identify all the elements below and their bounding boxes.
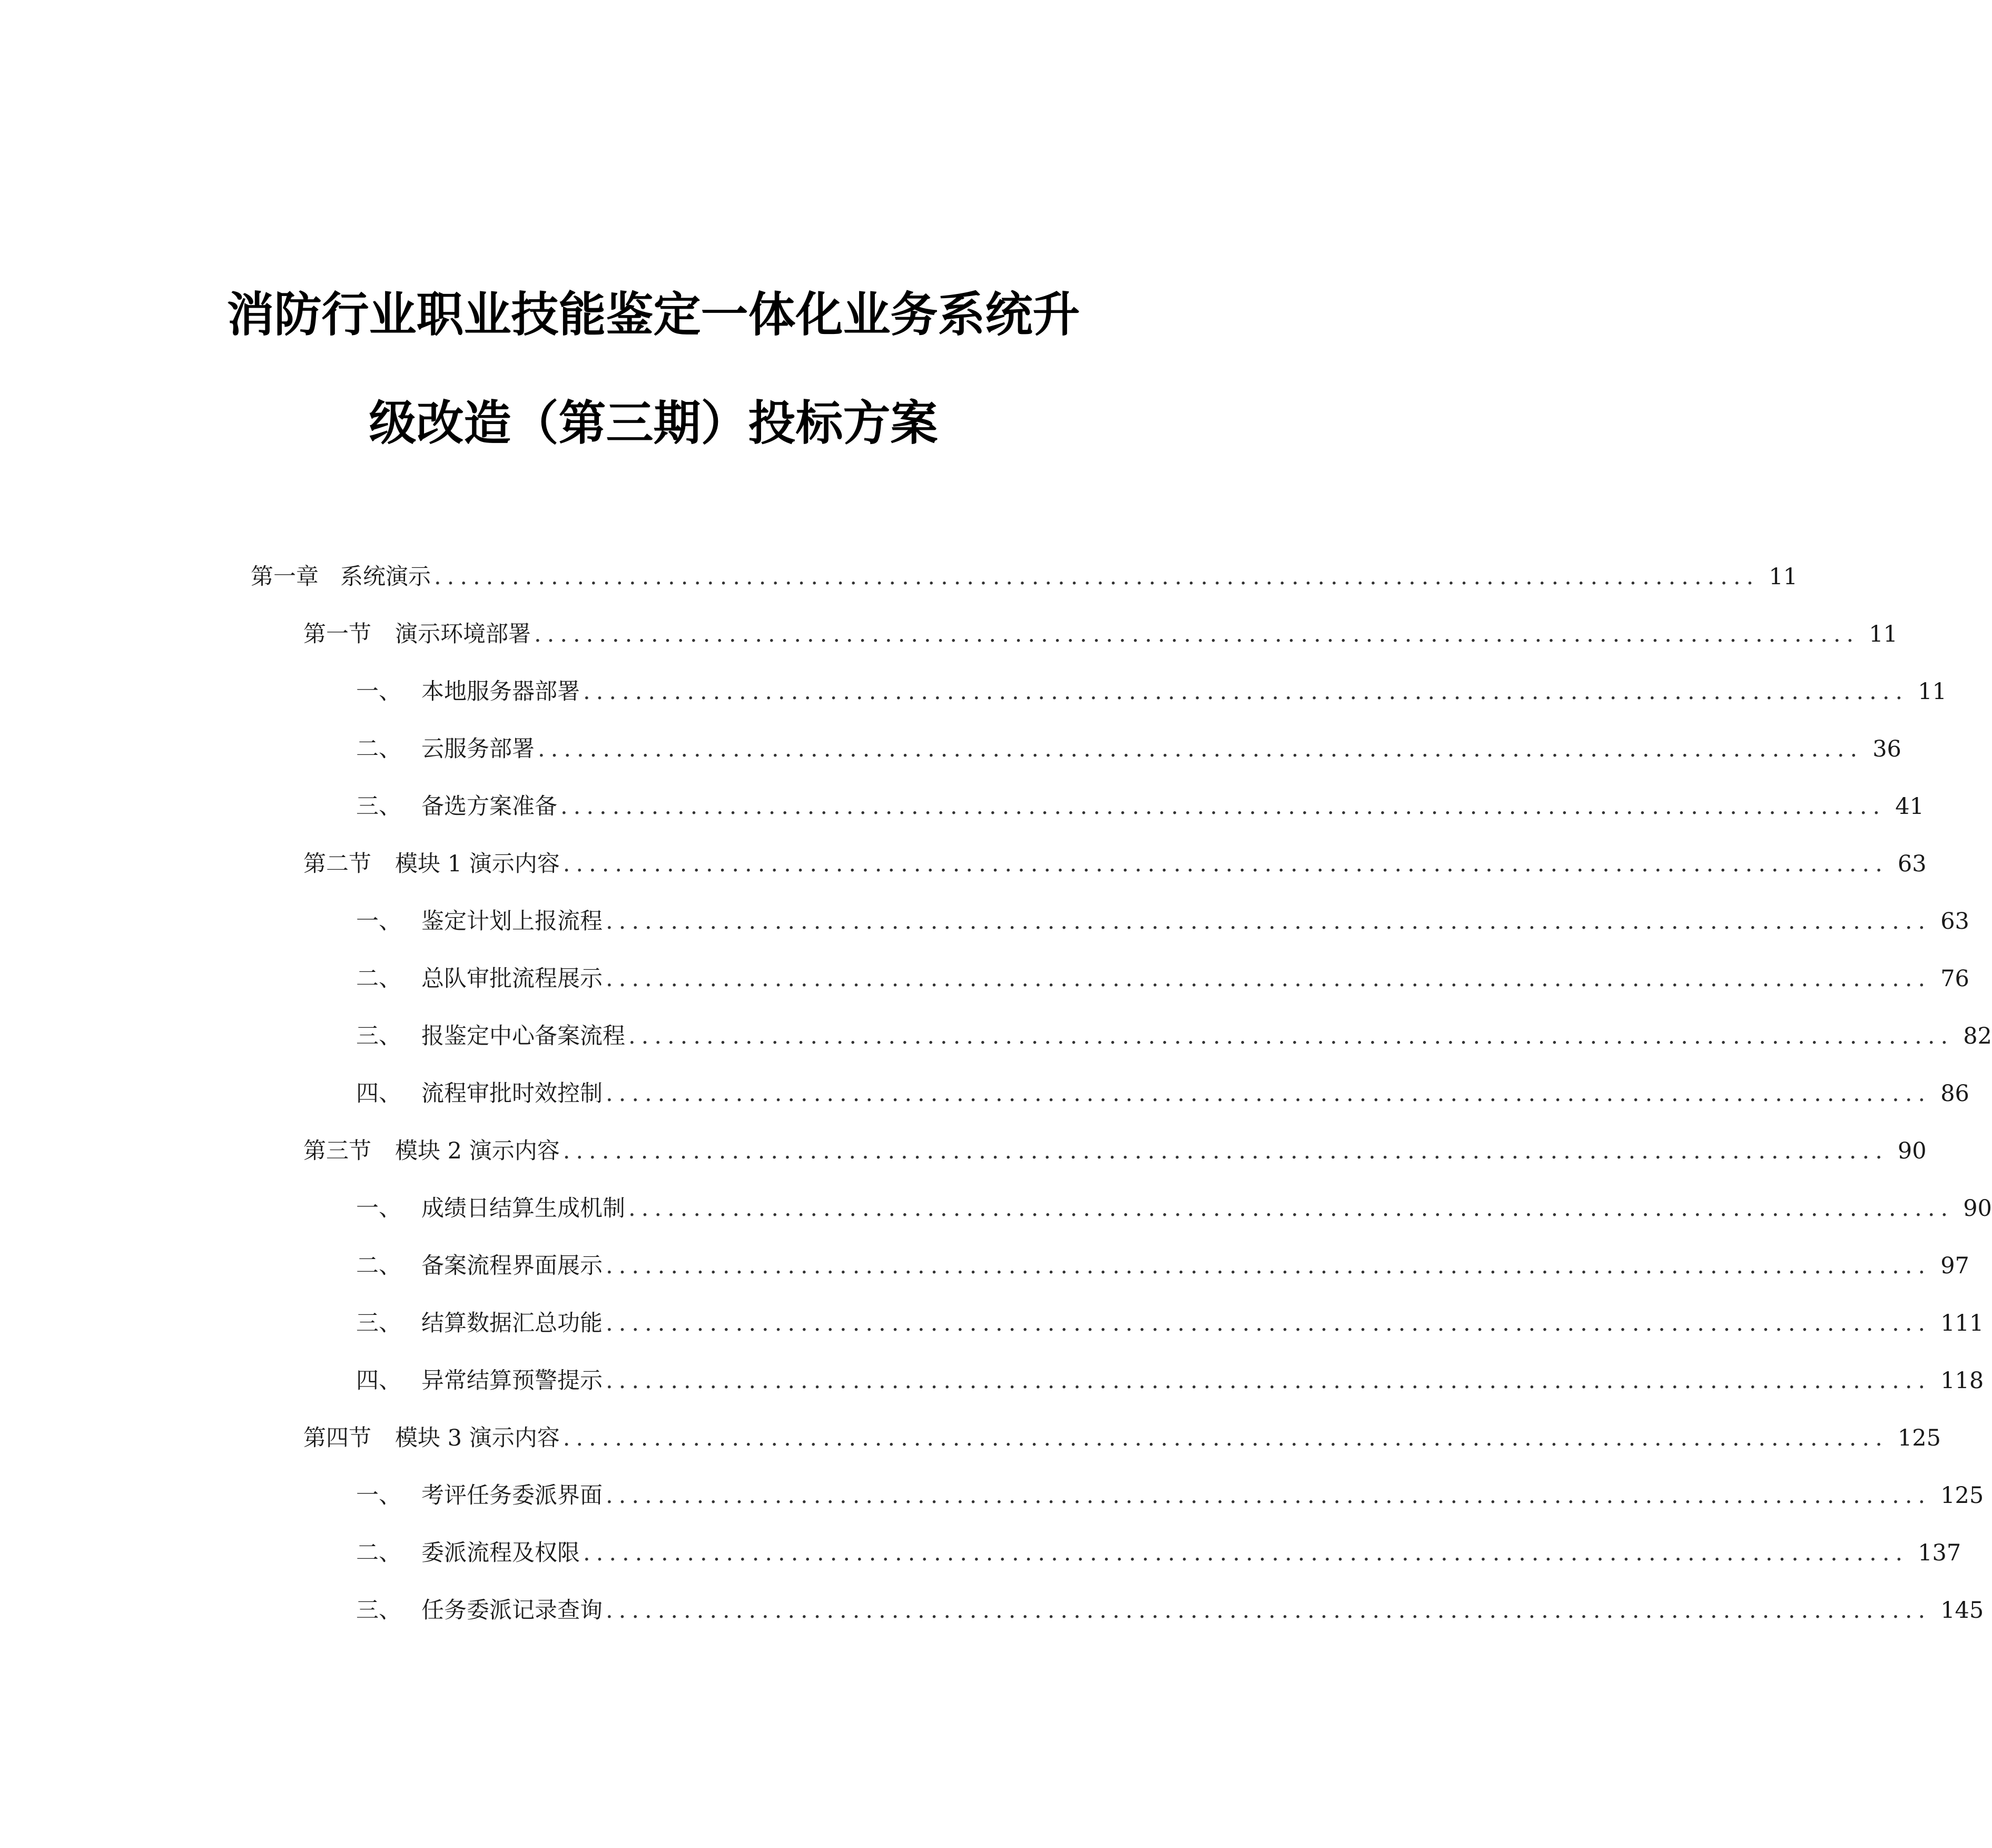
toc-dot-leader: ......................................................................................................	[606, 908, 1931, 935]
toc-dot-leader: ......................................................................................................	[583, 679, 1909, 705]
document-title-line-2: 级改造（第三期）投标方案	[369, 396, 938, 451]
toc-entry-page-number: 63	[1897, 851, 1927, 877]
toc-dot-leader: ......................................................................................................	[534, 621, 1860, 647]
toc-entry-item[interactable]	[356, 788, 1924, 825]
toc-entry-item[interactable]	[356, 673, 1947, 710]
toc-dot-leader: ......................................................................................................	[628, 1023, 1954, 1049]
toc-entry-item[interactable]	[356, 1190, 1992, 1227]
toc-dot-leader: ......................................................................................................	[434, 564, 1760, 590]
toc-entry-number: 二、	[356, 1540, 401, 1566]
toc-entry-number: 一、	[356, 1482, 401, 1509]
table-of-contents	[0, 558, 1992, 1644]
toc-entry-item[interactable]	[356, 1535, 1961, 1571]
toc-dot-leader: ......................................................................................................	[606, 1253, 1931, 1279]
toc-entry-section-3[interactable]	[303, 1133, 1927, 1169]
toc-entry-title: 模块 3 演示内容	[395, 1425, 560, 1451]
toc-entry-title: 备案流程界面展示	[421, 1253, 603, 1279]
toc-dot-leader: ......................................................................................................	[606, 966, 1931, 992]
toc-entry-page-number: 76	[1940, 966, 1969, 992]
toc-entry-page-number: 86	[1940, 1080, 1969, 1107]
toc-dot-leader: ......................................................................................................	[583, 1540, 1909, 1566]
toc-dot-leader: ......................................................................................................	[538, 736, 1863, 762]
toc-entry-number: 二、	[356, 966, 401, 992]
toc-entry-chapter-1[interactable]	[251, 558, 1798, 595]
toc-entry-number: 四、	[356, 1080, 401, 1107]
toc-entry-number: 三、	[356, 1597, 401, 1624]
toc-entry-item[interactable]	[356, 1305, 1984, 1342]
toc-entry-title: 异常结算预警提示	[421, 1368, 603, 1394]
toc-dot-leader: ......................................................................................................	[606, 1310, 1931, 1336]
toc-entry-number: 三、	[356, 1023, 401, 1049]
toc-dot-leader: ......................................................................................................	[606, 1080, 1931, 1107]
toc-entry-page-number: 11	[1869, 621, 1898, 647]
toc-entry-title: 总队审批流程展示	[421, 966, 603, 992]
toc-entry-number: 第三节	[303, 1138, 371, 1164]
toc-entry-item[interactable]	[356, 960, 1969, 997]
toc-entry-page-number: 90	[1897, 1138, 1927, 1164]
toc-entry-page-number: 125	[1940, 1482, 1984, 1509]
toc-entry-number: 第四节	[303, 1425, 371, 1451]
toc-entry-title: 鉴定计划上报流程	[421, 908, 603, 935]
toc-entry-page-number: 11	[1769, 564, 1798, 590]
toc-entry-number: 一、	[356, 1195, 401, 1222]
toc-entry-item[interactable]	[356, 1592, 1984, 1629]
toc-entry-title: 云服务部署	[421, 736, 535, 762]
toc-entry-number: 第一节	[303, 621, 371, 647]
toc-dot-leader: ......................................................................................................	[563, 851, 1888, 877]
toc-entry-number: 一、	[356, 679, 401, 705]
toc-entry-item[interactable]	[356, 731, 1901, 768]
toc-dot-leader: ......................................................................................................	[606, 1368, 1931, 1394]
toc-entry-section-1[interactable]	[303, 616, 1898, 653]
toc-entry-title: 模块 1 演示内容	[395, 851, 560, 877]
toc-entry-title: 委派流程及权限	[421, 1540, 580, 1566]
toc-entry-section-4[interactable]	[303, 1420, 1941, 1457]
toc-entry-title: 结算数据汇总功能	[421, 1310, 603, 1336]
toc-entry-title: 演示环境部署	[395, 621, 531, 647]
toc-entry-page-number: 118	[1940, 1368, 1984, 1394]
toc-entry-item[interactable]	[356, 1018, 1992, 1055]
toc-entry-page-number: 36	[1872, 736, 1901, 762]
toc-entry-title: 成绩日结算生成机制	[421, 1195, 625, 1222]
toc-entry-title: 报鉴定中心备案流程	[421, 1023, 625, 1049]
toc-entry-section-2[interactable]	[303, 846, 1927, 882]
toc-entry-item[interactable]	[356, 1247, 1969, 1284]
toc-entry-number: 二、	[356, 736, 401, 762]
toc-entry-number: 二、	[356, 1253, 401, 1279]
toc-entry-number: 一、	[356, 908, 401, 935]
toc-entry-title: 考评任务委派界面	[421, 1482, 603, 1509]
toc-entry-title: 系统演示	[340, 564, 431, 590]
toc-entry-number: 三、	[356, 793, 401, 820]
toc-entry-page-number: 41	[1895, 793, 1924, 820]
toc-entry-number: 三、	[356, 1310, 401, 1336]
toc-entry-number: 四、	[356, 1368, 401, 1394]
toc-entry-page-number: 97	[1940, 1253, 1969, 1279]
toc-entry-page-number: 82	[1963, 1023, 1992, 1049]
document-title-line-1: 消防行业职业技能鉴定一体化业务系统升	[226, 287, 1080, 342]
toc-entry-item[interactable]	[356, 1477, 1984, 1514]
toc-entry-title: 任务委派记录查询	[421, 1597, 603, 1624]
toc-entry-page-number: 145	[1940, 1597, 1984, 1624]
toc-entry-item[interactable]	[356, 1362, 1984, 1399]
toc-entry-item[interactable]	[356, 903, 1969, 940]
toc-entry-number: 第二节	[303, 851, 371, 877]
toc-entry-page-number: 11	[1918, 679, 1947, 705]
toc-entry-page-number: 137	[1918, 1540, 1961, 1566]
toc-entry-page-number: 63	[1940, 908, 1969, 935]
toc-entry-page-number: 111	[1940, 1310, 1984, 1336]
toc-dot-leader: ......................................................................................................	[560, 793, 1886, 820]
toc-dot-leader: ......................................................................................................	[606, 1482, 1931, 1509]
toc-dot-leader: ......................................................................................................	[563, 1138, 1888, 1164]
toc-entry-title: 模块 2 演示内容	[395, 1138, 560, 1164]
toc-entry-title: 流程审批时效控制	[421, 1080, 603, 1107]
toc-entry-title: 本地服务器部署	[421, 679, 580, 705]
document-title	[0, 261, 1307, 478]
toc-dot-leader: ......................................................................................................	[563, 1425, 1888, 1451]
toc-entry-number: 第一章	[251, 564, 319, 590]
toc-entry-item[interactable]	[356, 1075, 1969, 1112]
toc-dot-leader: ......................................................................................................	[606, 1597, 1931, 1624]
toc-entry-title: 备选方案准备	[421, 793, 557, 820]
toc-entry-page-number: 90	[1963, 1195, 1992, 1222]
toc-dot-leader: ......................................................................................................	[628, 1195, 1954, 1222]
toc-entry-page-number: 125	[1897, 1425, 1941, 1451]
